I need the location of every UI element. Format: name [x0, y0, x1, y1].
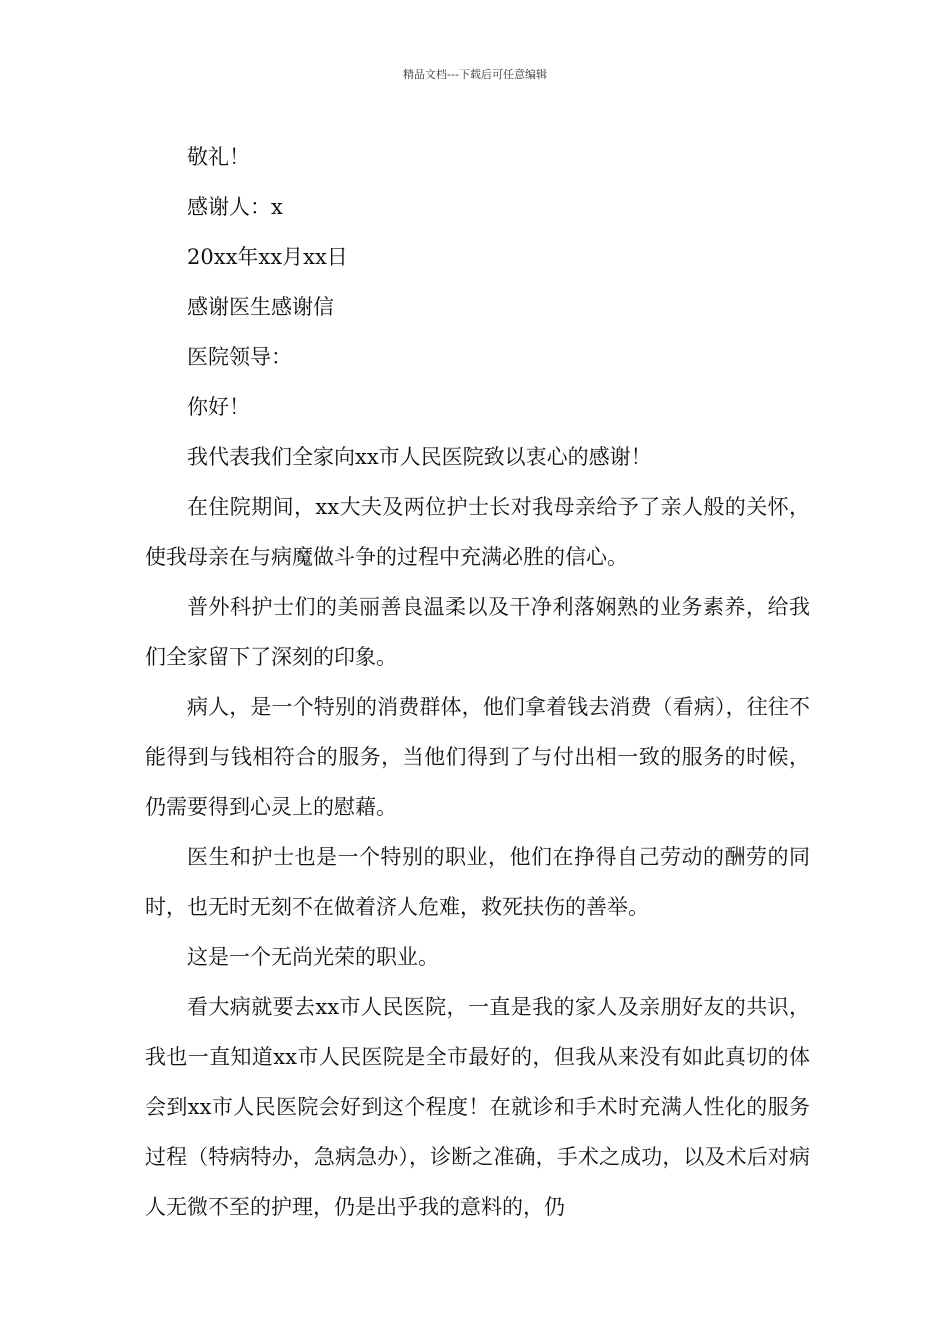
paragraph: 在住院期间，xx大夫及两位护士长对我母亲给予了亲人般的关怀，使我母亲在与病魔做斗争的过程中充满必胜的信心。 — [145, 495, 810, 569]
paragraph: 我代表我们全家向xx市人民医院致以衷心的感谢！ — [187, 445, 652, 469]
document-body — [145, 132, 810, 1232]
paragraph: 病人，是一个特别的消费群体，他们拿着钱去消费（看病），往往不能得到与钱相符合的服务，当他们得到了与付出相一致的服务的时候，仍需要得到心灵上的慰藉。 — [145, 695, 810, 819]
signature-line: 感谢人：x — [187, 195, 283, 219]
letter-addressee: 医院领导： — [187, 345, 292, 369]
paragraph: 医生和护士也是一个特别的职业，他们在挣得自己劳动的酬劳的同时，也无时无刻不在做着济人危难，救死扶伤的善举。 — [145, 845, 810, 919]
closing-salutation: 敬礼！ — [187, 145, 250, 169]
paragraph: 这是一个无尚光荣的职业。 — [187, 945, 439, 969]
greeting: 你好！ — [187, 395, 250, 419]
page-header: 精品文档---下载后可任意编辑 — [403, 68, 547, 81]
paragraph: 看大病就要去xx市人民医院，一直是我的家人及亲朋好友的共识，我也一直知道xx市人民医院是全市最好的，但我从来没有如此真切的体会到xx市人民医院会好到这个程度！在就诊和手术时充满人性化的服务过程（特病特办，急病急办），诊断之准确，手术之成功，以及术后对病人无微不至的护理，仍是出乎我的意料的，仍 — [145, 995, 810, 1219]
letter-title: 感谢医生感谢信 — [187, 295, 334, 319]
date-line: 20xx年xx月xx日 — [187, 245, 348, 269]
paragraph: 普外科护士们的美丽善良温柔以及干净利落娴熟的业务素养，给我们全家留下了深刻的印象。 — [145, 595, 810, 669]
